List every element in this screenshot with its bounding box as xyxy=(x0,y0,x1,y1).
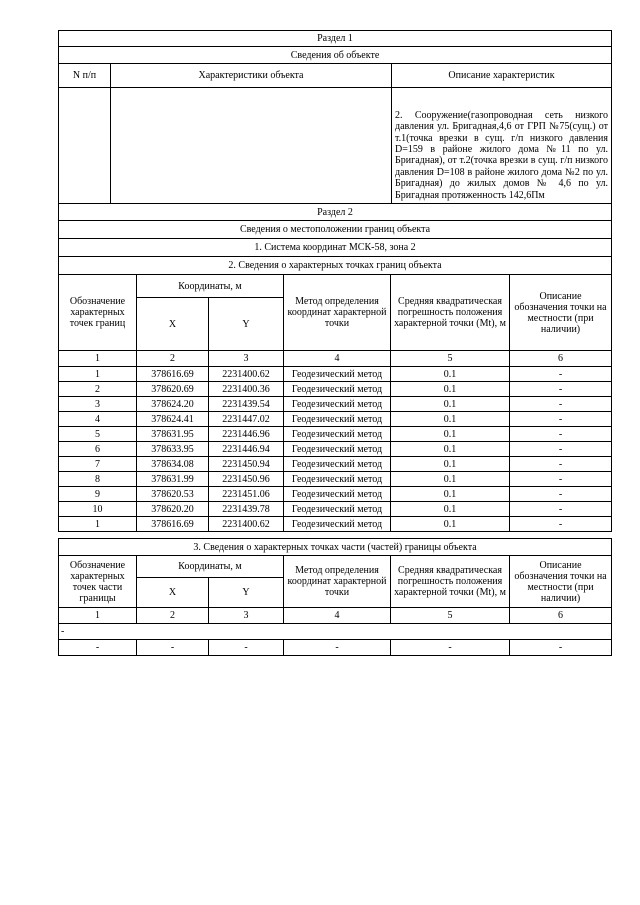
point-y: 2231451.06 xyxy=(209,487,284,502)
point-number: 6 xyxy=(59,442,137,457)
column-number: 5 xyxy=(391,351,510,367)
point-marking: - xyxy=(510,427,612,442)
point-error: 0.1 xyxy=(391,397,510,412)
point-method: Геодезический метод xyxy=(284,517,391,532)
empty-cell: - xyxy=(391,640,510,656)
point-marking: - xyxy=(510,397,612,412)
point-number: 2 xyxy=(59,382,137,397)
table-row xyxy=(59,427,612,442)
column-number: 2 xyxy=(137,351,209,367)
points-title: 2. Сведения о характерных точках границ объекта xyxy=(59,257,612,275)
object-char-cell xyxy=(111,88,392,204)
point-marking: - xyxy=(510,442,612,457)
section3-title: 3. Сведения о характерных точках части (частей) границы объекта xyxy=(59,539,612,556)
section2-subtitle: Сведения о местоположении границ объекта xyxy=(59,221,612,239)
point-marking: - xyxy=(510,502,612,517)
column-number: 4 xyxy=(284,608,391,624)
table-row xyxy=(59,502,612,517)
point-method: Геодезический метод xyxy=(284,502,391,517)
point-method: Геодезический метод xyxy=(284,382,391,397)
point-y: 2231446.96 xyxy=(209,427,284,442)
point-method: Геодезический метод xyxy=(284,397,391,412)
col-error-header: Средняя квадратическая погрешность положения характерной точки (Mt), м xyxy=(391,556,510,608)
point-y: 2231400.62 xyxy=(209,517,284,532)
point-y: 2231400.62 xyxy=(209,367,284,382)
point-y: 2231447.02 xyxy=(209,412,284,427)
empty-cell: - xyxy=(209,640,284,656)
col-char-header: Характеристики объекта xyxy=(111,64,392,88)
col-method-header: Метод определения координат характерной точки xyxy=(284,556,391,608)
point-method: Геодезический метод xyxy=(284,367,391,382)
point-error: 0.1 xyxy=(391,412,510,427)
table-row xyxy=(59,367,612,382)
table-row xyxy=(59,517,612,532)
point-number: 3 xyxy=(59,397,137,412)
col-designation-header: Обозначение характерных точек части границы xyxy=(59,556,137,608)
points-body xyxy=(59,367,612,532)
empty-cell: - xyxy=(510,640,612,656)
point-method: Геодезический метод xyxy=(284,472,391,487)
column-number: 4 xyxy=(284,351,391,367)
point-x: 378616.69 xyxy=(137,367,209,382)
col-error-header: Средняя квадратическая погрешность положения характерной точки (Mt), м xyxy=(391,275,510,351)
point-x: 378620.69 xyxy=(137,382,209,397)
section2-table xyxy=(58,203,612,532)
point-error: 0.1 xyxy=(391,442,510,457)
point-error: 0.1 xyxy=(391,517,510,532)
column-number: 2 xyxy=(137,608,209,624)
table-row xyxy=(59,487,612,502)
col-marking-header: Описание обозначения точки на местности (при наличии) xyxy=(510,556,612,608)
point-number: 9 xyxy=(59,487,137,502)
point-x: 378631.99 xyxy=(137,472,209,487)
point-marking: - xyxy=(510,367,612,382)
section2-title: Раздел 2 xyxy=(59,204,612,221)
column-number: 6 xyxy=(510,351,612,367)
point-error: 0.1 xyxy=(391,487,510,502)
section1-title: Раздел 1 xyxy=(59,31,612,47)
column-number: 1 xyxy=(59,608,137,624)
col-coords-header: Координаты, м xyxy=(137,275,284,298)
point-marking: - xyxy=(510,457,612,472)
section1-subtitle: Сведения об объекте xyxy=(59,47,612,64)
point-method: Геодезический метод xyxy=(284,487,391,502)
point-method: Геодезический метод xyxy=(284,442,391,457)
col-descr-header: Описание характеристик xyxy=(392,64,612,88)
point-number: 8 xyxy=(59,472,137,487)
point-number: 10 xyxy=(59,502,137,517)
coord-system: 1. Система координат МСК-58, зона 2 xyxy=(59,239,612,257)
point-x: 378624.20 xyxy=(137,397,209,412)
point-x: 378633.95 xyxy=(137,442,209,457)
table-row xyxy=(59,397,612,412)
col-y-header: Y xyxy=(209,298,284,351)
col-num-header: N п/п xyxy=(59,64,111,88)
column-number: 3 xyxy=(209,351,284,367)
column-number-row xyxy=(59,608,612,624)
column-number-row xyxy=(59,351,612,367)
point-marking: - xyxy=(510,487,612,502)
table-row xyxy=(59,457,612,472)
point-number: 7 xyxy=(59,457,137,472)
empty-row xyxy=(59,640,612,656)
point-error: 0.1 xyxy=(391,472,510,487)
point-x: 378631.95 xyxy=(137,427,209,442)
table-row xyxy=(59,382,612,397)
section1-table xyxy=(58,30,612,204)
table-row xyxy=(59,412,612,427)
col-x-header: X xyxy=(137,578,209,608)
point-error: 0.1 xyxy=(391,367,510,382)
point-method: Геодезический метод xyxy=(284,427,391,442)
col-designation-header: Обозначение характерных точек границ xyxy=(59,275,137,351)
point-number: 5 xyxy=(59,427,137,442)
point-error: 0.1 xyxy=(391,427,510,442)
column-number: 1 xyxy=(59,351,137,367)
col-x-header: X xyxy=(137,298,209,351)
point-x: 378624.41 xyxy=(137,412,209,427)
point-method: Геодезический метод xyxy=(284,457,391,472)
point-x: 378620.53 xyxy=(137,487,209,502)
section3-table xyxy=(58,538,612,656)
empty-cell: - xyxy=(59,640,137,656)
point-marking: - xyxy=(510,472,612,487)
point-number: 1 xyxy=(59,517,137,532)
table-row xyxy=(59,472,612,487)
table-row xyxy=(59,442,612,457)
column-number: 5 xyxy=(391,608,510,624)
point-number: 1 xyxy=(59,367,137,382)
point-x: 378634.08 xyxy=(137,457,209,472)
empty-cell: - xyxy=(137,640,209,656)
point-marking: - xyxy=(510,517,612,532)
column-number: 6 xyxy=(510,608,612,624)
point-error: 0.1 xyxy=(391,382,510,397)
col-method-header: Метод определения координат характерной точки xyxy=(284,275,391,351)
col-marking-header: Описание обозначения точки на местности (при наличии) xyxy=(510,275,612,351)
point-y: 2231439.78 xyxy=(209,502,284,517)
part-label: - xyxy=(59,624,612,640)
point-number: 4 xyxy=(59,412,137,427)
object-description: 2. Сооружение(газопроводная сеть низкого давления ул. Бригадная,4,6 от ГРП №75(сущ.) от т.1(точка врезки в сущ. г/п низкого давления D=159 в районе жилого дома №11 по ул. Бригадная), от т.2(точка врезки в сущ. г/п низкого давления D=108 в районе жилого дома №2 по ул. Бригадная) до жилых домов № 4,6 по ул. Бригадная протяженность 142,6Пм xyxy=(392,88,612,204)
point-y: 2231450.94 xyxy=(209,457,284,472)
col-y-header: Y xyxy=(209,578,284,608)
point-y: 2231446.94 xyxy=(209,442,284,457)
empty-cell: - xyxy=(284,640,391,656)
object-num-cell xyxy=(59,88,111,204)
point-error: 0.1 xyxy=(391,502,510,517)
column-number: 3 xyxy=(209,608,284,624)
point-method: Геодезический метод xyxy=(284,412,391,427)
point-y: 2231439.54 xyxy=(209,397,284,412)
col-coords-header: Координаты, м xyxy=(137,556,284,578)
point-x: 378620.20 xyxy=(137,502,209,517)
point-y: 2231400.36 xyxy=(209,382,284,397)
point-y: 2231450.96 xyxy=(209,472,284,487)
point-error: 0.1 xyxy=(391,457,510,472)
point-marking: - xyxy=(510,382,612,397)
point-marking: - xyxy=(510,412,612,427)
point-x: 378616.69 xyxy=(137,517,209,532)
